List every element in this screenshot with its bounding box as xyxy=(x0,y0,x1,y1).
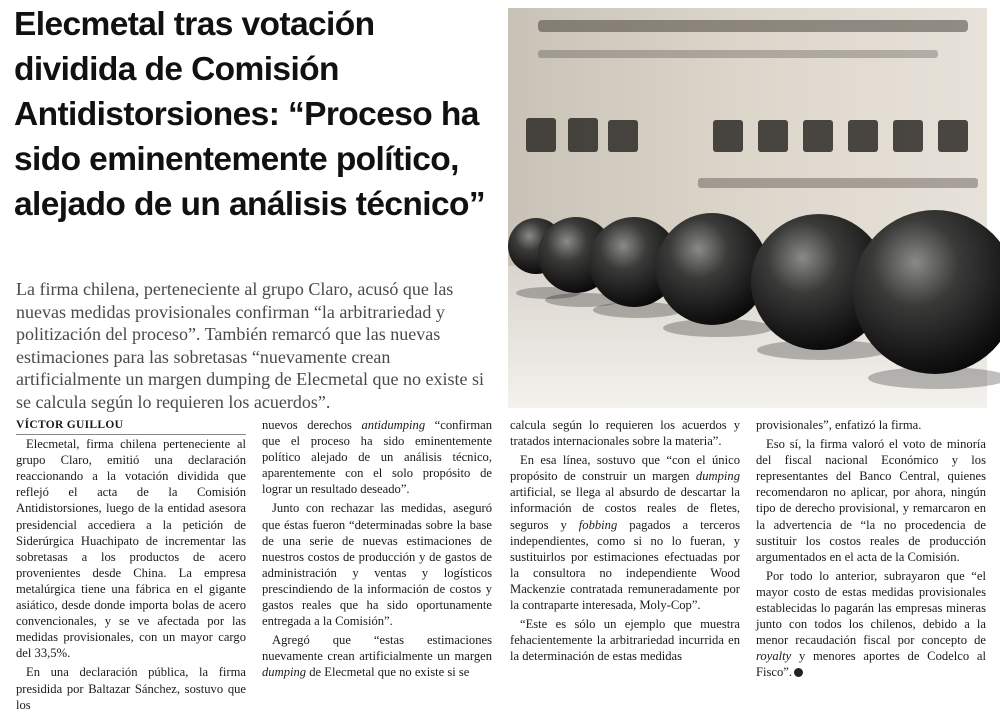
body-paragraph: Por todo lo anterior, subrayaron que “el mayor costo de estas medidas provisionales establecidas lo pagarán las empresas mineras junto con todos los chilenos, debido a la menor recaudación fiscal por concepto de royalty y menores aportes de Codelco al Fisco”. xyxy=(756,568,986,680)
headline: Elecmetal tras votación dividida de Comisión Antidistorsiones: “Proceso ha sido eminentemente político, alejado de un análisis técnico” xyxy=(14,6,486,223)
body-paragraph: Agregó que “estas estimaciones nuevamente crean artificialmente un margen dumping de Elecmetal que no existe si se xyxy=(262,633,492,680)
body-paragraph: provisionales”, enfatizó la firma. xyxy=(756,418,922,432)
body-column-2 xyxy=(262,417,492,696)
end-mark-icon xyxy=(794,668,803,677)
body-paragraph: Junto con rechazar las medidas, aseguró que éstas fueron “determinadas sobre la base de una serie de nuevas estimaciones de nuestros costos de producción y de gastos de administración y ventas y logísticos prescindiendo de la información de costos y gastos reales que ha sido oportunamente entregada a la Comisión”. xyxy=(262,501,492,629)
lead-paragraph: La firma chilena, perteneciente al grupo Claro, acusó que las nuevas medidas provisionales confirman “la arbitrariedad y politización del proceso”. También remarcó que las nuevas estimaciones para las sobretasas “nuevamente crean artificialmente un margen dumping de Elecmetal que no existe si se calcula según lo requieren los acuerdos”. xyxy=(16,279,485,412)
body-column-1 xyxy=(16,417,246,712)
body-paragraph: En esa línea, sostuvo que “con el único propósito de construir un margen dumping artificial, se llega al absurdo de descartar la información de costos reales de fletes, seguros y fobbing pagados a terceros independientes, como si no lo fueran, y sustituirlos por estimaciones efectuadas por la consultora no independiente Wood Mackenzie contratada remuneradamente por la contraparte interesada, Moly-Cop”. xyxy=(510,453,740,613)
body-paragraph: Elecmetal, firma chilena perteneciente al grupo Claro, emitió una declaración reaccionando a la votación dividida que reflejó el acta de la Comisión Antidistorsiones, luego de la entidad asesora presidencial accediera a la petición de Siderúrgica Huachipato de incrementar las sobretasas a los productos de acero provenientes desde China. La empresa metalúrgica tiene una fábrica en el gigante asiático, desde donde importa bolas de acero convencionales, y se ve afectada por las medidas provisionales, con un mayor cargo del 33,5%. xyxy=(16,437,246,661)
body-paragraph: “Este es sólo un ejemplo que muestra fehacientemente la arbitrariedad incurrida en la determinación de estas medidas xyxy=(510,617,740,664)
body-paragraph: calcula según lo requieren los acuerdos y tratados internacionales sobre la materia”. xyxy=(510,418,740,449)
byline: VÍCTOR GUILLOU xyxy=(16,417,246,435)
body-column-4 xyxy=(756,417,986,696)
body-paragraph: nuevos derechos antidumping “confirman que el proceso ha sido eminentemente político alejado de un análisis técnico, aparentemente con el solo propósito de lograr un resultado deseado”. xyxy=(262,418,492,497)
body-paragraph: Eso sí, la firma valoró el voto de minoría del fiscal nacional Económico y los representantes del Banco Central, quienes recomendaron no aplicar, por ahora, ningún tipo de derecho provisional, y remarcaron en la advertencia de “la no procedencia de sustituir los costos reales de producción argumentados en el acta de la Comisión. xyxy=(756,437,986,564)
body-column-3 xyxy=(510,417,740,696)
body-paragraph: En una declaración pública, la firma presidida por Baltazar Sánchez, sostuvo que los xyxy=(16,665,246,712)
steel-balls-photo xyxy=(508,8,987,408)
